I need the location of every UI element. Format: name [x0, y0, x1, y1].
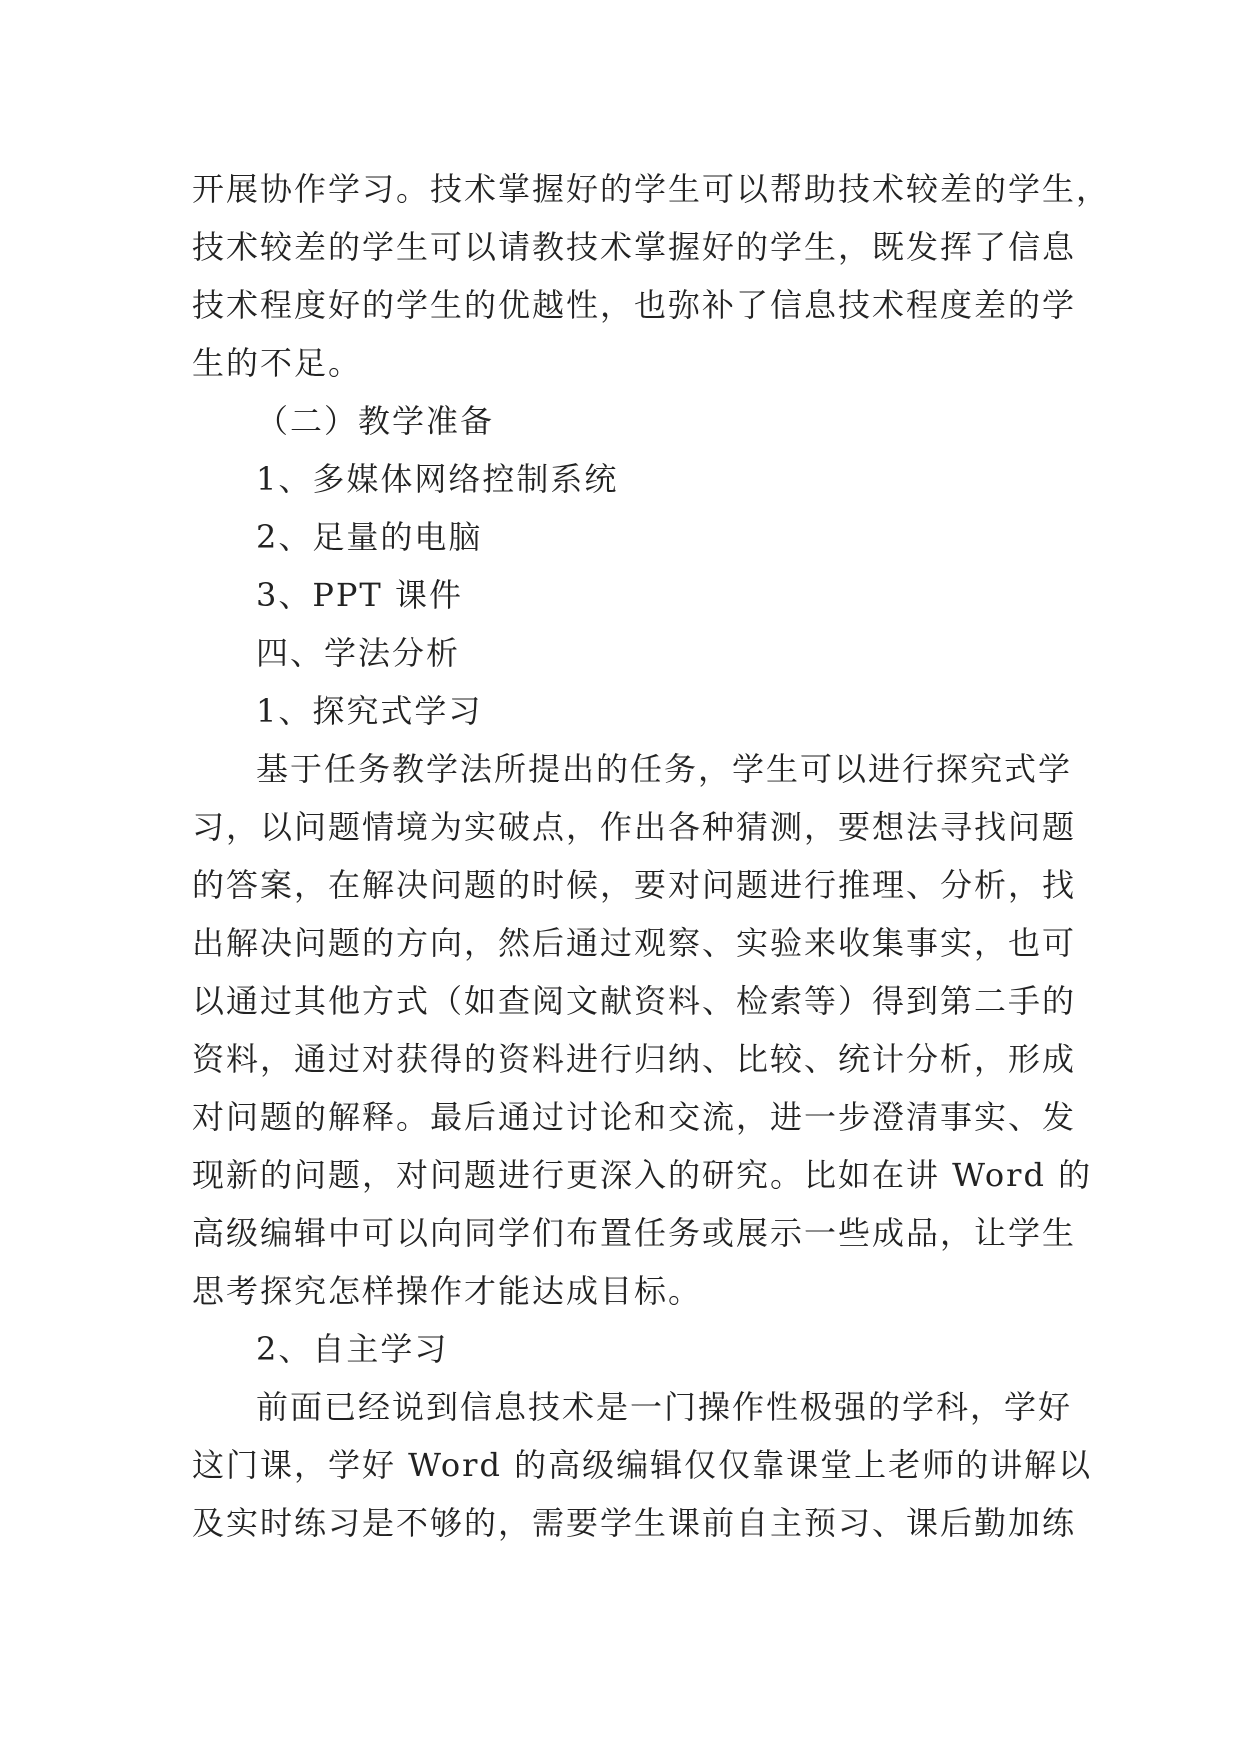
text-line: 习，以问题情境为实破点，作出各种猜测，要想法寻找问题	[192, 808, 1077, 846]
text-line: 生的不足。	[192, 344, 363, 382]
subsection-heading: 1、探究式学习	[256, 692, 483, 730]
text-line: 基于任务教学法所提出的任务，学生可以进行探究式学	[256, 750, 1073, 788]
text-line: 对问题的解释。最后通过讨论和交流，进一步澄清事实、发	[192, 1098, 1077, 1136]
text-line: 技术程度好的学生的优越性，也弥补了信息技术程度差的学	[192, 286, 1077, 324]
section-heading: （二）教学准备	[256, 402, 495, 440]
text-line: 前面已经说到信息技术是一门操作性极强的学科，学好	[256, 1388, 1073, 1426]
section-heading: 四、学法分析	[256, 634, 461, 672]
document-body	[192, 160, 1111, 1552]
text-line: 资料，通过对获得的资料进行归纳、比较、统计分析，形成	[192, 1040, 1077, 1078]
text-line: 现新的问题，对问题进行更深入的研究。比如在讲 Word 的	[192, 1156, 1093, 1194]
text-line: 技术较差的学生可以请教技术掌握好的学生，既发挥了信息	[192, 228, 1077, 266]
list-item: 3、PPT 课件	[256, 576, 463, 614]
text-line: 开展协作学习。技术掌握好的学生可以帮助技术较差的学生，	[192, 170, 1111, 208]
text-line: 这门课，学好 Word 的高级编辑仅仅靠课堂上老师的讲解以	[192, 1446, 1093, 1484]
text-line: 以通过其他方式（如查阅文献资料、检索等）得到第二手的	[192, 982, 1077, 1020]
text-line: 的答案，在解决问题的时候，要对问题进行推理、分析，找	[192, 866, 1077, 904]
list-item: 1、多媒体网络控制系统	[256, 460, 619, 498]
text-line: 高级编辑中可以向同学们布置任务或展示一些成品，让学生	[192, 1214, 1077, 1252]
text-line: 出解决问题的方向，然后通过观察、实验来收集事实，也可	[192, 924, 1077, 962]
list-item: 2、足量的电脑	[256, 518, 483, 556]
text-line: 思考探究怎样操作才能达成目标。	[192, 1272, 703, 1310]
text-line: 及实时练习是不够的，需要学生课前自主预习、课后勤加练	[192, 1504, 1077, 1542]
subsection-heading: 2、自主学习	[256, 1330, 449, 1368]
